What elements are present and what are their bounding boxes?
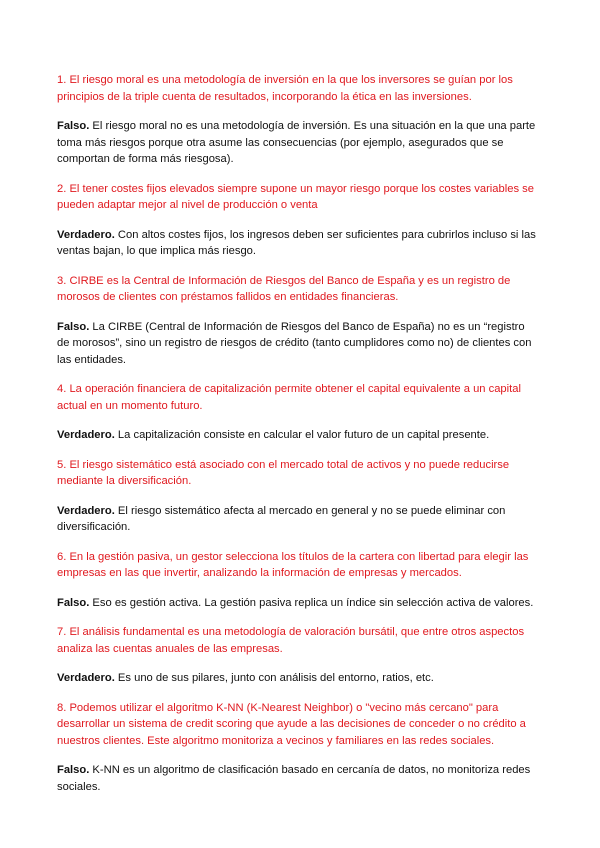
verdict-label: Falso.: [57, 320, 90, 333]
question-text: 5. El riesgo sistemático está asociado con el mercado total de activos y no puede reducirse mediante la diversificación.: [57, 458, 510, 487]
explanation-text: Eso es gestión activa. La gestión pasiva replica un índice sin selección activa de valores.: [89, 596, 534, 609]
qa-item-7: [57, 624, 540, 687]
question-text: 1. El riesgo moral es una metodología de inversión en la que los inversores se guían por los principios de la triple cuenta de resultados, incorporando la ética en las inversiones.: [57, 74, 513, 103]
qa-item-8: [57, 700, 540, 796]
verdict-label: Verdadero.: [57, 429, 115, 441]
verdict-label: Falso.: [57, 596, 90, 609]
question-text: 6. En la gestión pasiva, un gestor selecciona los títulos de la cartera con libertad para elegir las empresas en las que invertir, analizando la información de empresas y mercados.: [57, 550, 529, 579]
question-text: 7. El análisis fundamental es una metodología de valoración bursátil, que entre otros aspectos analiza las cuentas anuales de las empresas.: [57, 626, 525, 655]
answer-text: [57, 762, 540, 795]
qa-item-4: [57, 381, 540, 444]
answer-text: [57, 427, 540, 444]
explanation-text: K-NN es un algoritmo de clasificación basado en cercanía de datos, no monitoriza redes sociales.: [57, 764, 531, 793]
answer-text: [57, 670, 540, 687]
question-text: 3. CIRBE es la Central de Información de Riesgos del Banco de España y es un registro de morosos de clientes con préstamos fallidos en entidades financieras.: [57, 274, 511, 303]
explanation-text: Con altos costes fijos, los ingresos deben ser suficientes para cubrirlos incluso si las ventas bajan, lo que implica más riesgo.: [57, 228, 536, 257]
answer-text: [57, 118, 540, 168]
answer-text: [57, 319, 540, 369]
verdict-label: Verdadero.: [57, 228, 115, 241]
verdict-label: Verdadero.: [57, 504, 115, 517]
qa-item-6: [57, 549, 540, 612]
explanation-text: La capitalización consiste en calcular el valor futuro de un capital presente.: [114, 429, 490, 441]
verdict-label: Falso.: [57, 764, 90, 776]
qa-item-2: [57, 181, 540, 260]
explanation-text: Es uno de sus pilares, junto con análisis del entorno, ratios, etc.: [114, 672, 434, 684]
answer-text: [57, 503, 540, 536]
explanation-text: La CIRBE (Central de Información de Riesgos del Banco de España) no es un “registro de morosos”, sino un registro de riesgos de crédito (tanto cumplidores como no) de clientes con las entidades.: [57, 320, 532, 366]
explanation-text: El riesgo moral no es una metodología de inversión. Es una situación en la que una parte toma más riesgos porque otra asume las consecuencias (por ejemplo, asegurados que se comportan de forma más riesgosa).: [57, 120, 536, 165]
explanation-text: El riesgo sistemático afecta al mercado en general y no se puede eliminar con diversificación.: [57, 504, 506, 533]
verdict-label: Falso.: [57, 120, 90, 132]
verdict-label: Verdadero.: [57, 672, 115, 684]
question-text: 4. La operación financiera de capitalización permite obtener el capital equivalente a un capital actual en un momento futuro.: [57, 383, 521, 412]
qa-item-5: [57, 457, 540, 536]
qa-item-1: [57, 72, 540, 168]
qa-item-3: [57, 273, 540, 369]
answer-text: [57, 227, 540, 260]
question-text: 2. El tener costes fijos elevados siempre supone un mayor riesgo porque los costes variables se pueden adaptar mejor al nivel de producción o venta: [57, 182, 534, 211]
answer-text: [57, 595, 540, 612]
question-text: 8. Podemos utilizar el algoritmo K-NN (K-Nearest Neighbor) o "vecino más cercano" para desarrollar un sistema de credit scoring que ayude a las decisiones de conceder o no crédito a nuestros clientes. Este algoritmo monitoriza a vecinos y familiares en las redes sociales.: [57, 701, 526, 747]
